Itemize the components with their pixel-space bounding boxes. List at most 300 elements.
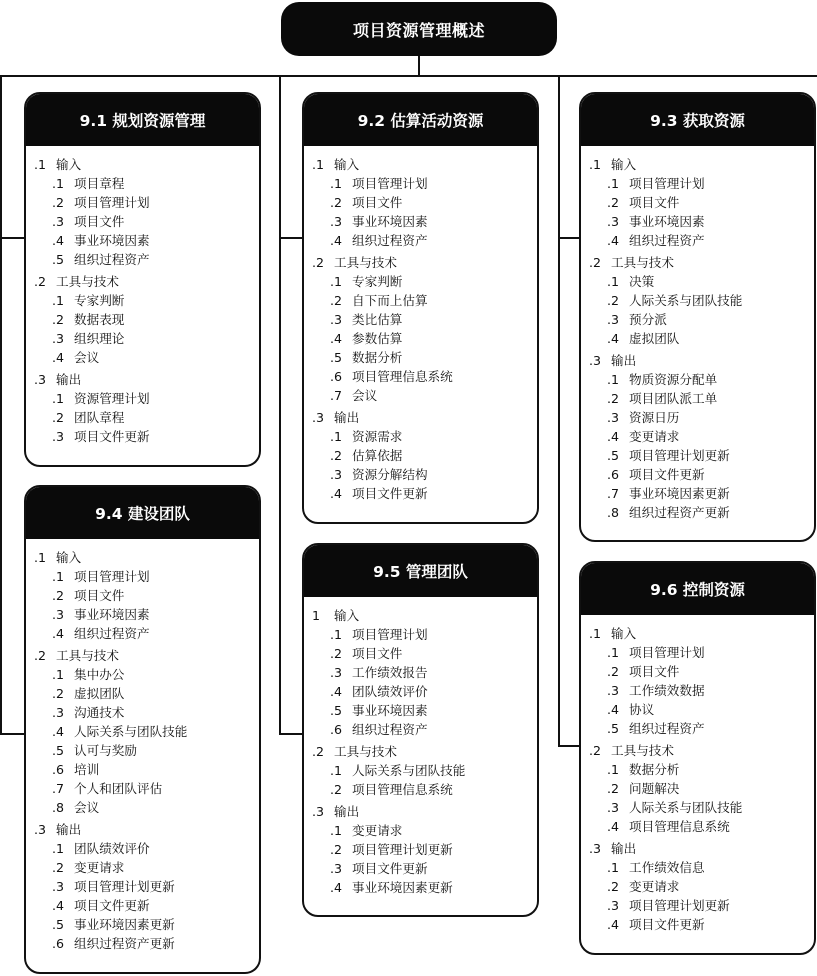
list-item [34,760,259,779]
list-item [34,212,259,231]
list-item [589,389,814,408]
section-label: 工具与技术 [334,255,397,270]
item-number: .3 [607,410,620,425]
section [312,742,537,799]
item-number: .7 [52,781,65,796]
section [34,370,259,446]
item-label: 协议 [629,702,655,717]
item-label: 团队章程 [74,410,125,425]
section-label: 输出 [334,410,360,425]
item-label: 自下而上估算 [352,293,428,308]
item-label: 预分派 [629,312,667,327]
list-item [589,174,814,193]
item-number: .3 [52,879,65,894]
list-item [34,665,259,684]
item-label: 数据分析 [629,762,680,777]
section-number: 1 [312,608,321,623]
item-number: .8 [607,505,620,520]
list-item [312,878,537,897]
list-item [312,682,537,701]
item-number: .1 [330,627,343,642]
section-number: .1 [312,157,325,172]
list-item [312,840,537,859]
process-body [26,539,259,953]
item-number: .6 [330,722,343,737]
item-number: .5 [607,721,620,736]
list-item [312,367,537,386]
item-label: 组织过程资产更新 [74,936,175,951]
section-number: .2 [34,648,47,663]
section-label: 输入 [334,608,360,623]
item-label: 团队绩效评价 [74,841,150,856]
section [312,155,537,250]
connector-line [0,75,2,735]
item-label: 会议 [352,388,378,403]
item-number: .3 [52,214,65,229]
list-item [34,684,259,703]
item-number: .3 [607,214,620,229]
item-number: .6 [52,762,65,777]
item-label: 估算依据 [352,448,403,463]
section-heading [589,624,814,643]
process-box-9-3 [579,92,816,542]
item-number: .2 [607,664,620,679]
item-label: 变更请求 [352,823,403,838]
list-item [312,386,537,405]
item-label: 类比估算 [352,312,403,327]
list-item [589,915,814,934]
item-label: 数据分析 [352,350,403,365]
item-label: 组织过程资产 [74,252,150,267]
item-label: 项目文件更新 [352,861,428,876]
item-number: .4 [52,724,65,739]
item-label: 培训 [74,762,100,777]
section-label: 输入 [56,550,82,565]
item-label: 项目管理计划 [352,176,428,191]
item-number: .3 [52,331,65,346]
list-item [312,193,537,212]
list-item [589,719,814,738]
process-box-9-4 [24,485,261,974]
item-number: .1 [607,372,620,387]
list-item [312,465,537,484]
list-item [589,662,814,681]
list-item [312,625,537,644]
item-label: 专家判断 [352,274,403,289]
connector-line [558,237,580,239]
section-label: 输出 [56,822,82,837]
item-number: .4 [330,486,343,501]
item-label: 个人和团队评估 [74,781,163,796]
list-item [589,760,814,779]
item-label: 项目管理计划 [74,195,150,210]
list-item [34,605,259,624]
item-label: 数据表现 [74,312,125,327]
list-item [589,310,814,329]
item-number: .7 [330,388,343,403]
item-number: .4 [52,626,65,641]
item-number: .1 [330,429,343,444]
list-item [34,291,259,310]
item-number: .3 [330,214,343,229]
section-label: 输出 [611,841,637,856]
list-item [34,389,259,408]
section [589,155,814,250]
item-number: .1 [607,762,620,777]
item-label: 组织过程资产 [629,721,705,736]
list-item [34,193,259,212]
section-number: .3 [589,353,602,368]
item-label: 组织过程资产 [352,722,428,737]
item-label: 物质资源分配单 [629,372,718,387]
list-item [589,231,814,250]
list-item [589,877,814,896]
list-item [34,703,259,722]
list-item [312,720,537,739]
list-item [34,250,259,269]
section-number: .1 [34,157,47,172]
item-label: 决策 [629,274,655,289]
item-number: .2 [52,195,65,210]
item-label: 项目管理计划更新 [629,898,730,913]
section-label: 输入 [56,157,82,172]
item-label: 项目章程 [74,176,125,191]
item-number: .6 [607,467,620,482]
item-number: .1 [52,176,65,191]
section-heading [312,606,537,625]
list-item [589,193,814,212]
item-label: 项目管理计划 [74,569,150,584]
item-label: 参数估算 [352,331,403,346]
section-heading [34,155,259,174]
item-number: .2 [52,312,65,327]
item-label: 事业环境因素 [352,703,428,718]
item-number: .4 [607,917,620,932]
list-item [34,779,259,798]
section-number: .2 [312,255,325,270]
section-number: .1 [589,626,602,641]
list-item [34,858,259,877]
item-number: .3 [330,861,343,876]
item-number: .4 [52,350,65,365]
item-label: 项目管理信息系统 [629,819,730,834]
item-label: 事业环境因素更新 [352,880,453,895]
section-heading [34,820,259,839]
section-heading [589,253,814,272]
section-label: 输入 [334,157,360,172]
item-label: 组织过程资产 [74,626,150,641]
item-number: .1 [607,645,620,660]
item-number: .1 [607,860,620,875]
list-item [589,408,814,427]
section [34,272,259,367]
section-label: 工具与技术 [56,274,119,289]
section-label: 工具与技术 [334,744,397,759]
list-item [34,798,259,817]
section [312,802,537,897]
list-item [34,934,259,953]
section-number: .1 [34,550,47,565]
item-label: 项目文件更新 [74,898,150,913]
connector-line [0,733,25,735]
list-item [589,779,814,798]
item-label: 项目管理计划 [352,627,428,642]
item-number: .3 [330,467,343,482]
list-item [312,644,537,663]
item-number: .5 [52,252,65,267]
item-number: .3 [52,429,65,444]
item-label: 组织过程资产 [352,233,428,248]
item-label: 集中办公 [74,667,125,682]
item-number: .5 [330,350,343,365]
item-number: .1 [607,176,620,191]
item-number: .2 [52,410,65,425]
section-heading [589,155,814,174]
list-item [312,484,537,503]
process-body [26,146,259,446]
section-label: 工具与技术 [611,743,674,758]
item-label: 事业环境因素更新 [629,486,730,501]
item-number: .2 [330,782,343,797]
section-number: .2 [589,743,602,758]
item-label: 组织理论 [74,331,125,346]
item-label: 组织过程资产更新 [629,505,730,520]
section-number: .2 [312,744,325,759]
list-item [589,896,814,915]
item-label: 项目管理信息系统 [352,369,453,384]
list-item [589,798,814,817]
section-label: 输入 [611,626,637,641]
item-number: .2 [330,195,343,210]
section-heading [312,802,537,821]
item-number: .8 [52,800,65,815]
item-label: 虚拟团队 [629,331,680,346]
list-item [589,700,814,719]
list-item [312,663,537,682]
section-number: .2 [589,255,602,270]
list-item [589,446,814,465]
item-number: .4 [52,233,65,248]
item-number: .2 [607,195,620,210]
section-label: 输出 [611,353,637,368]
list-item [34,329,259,348]
list-item [589,272,814,291]
section-heading [312,155,537,174]
item-number: .2 [330,842,343,857]
list-item [312,329,537,348]
item-label: 组织过程资产 [629,233,705,248]
list-item [312,174,537,193]
section-number: .3 [34,822,47,837]
section [312,606,537,739]
item-number: .1 [52,391,65,406]
section-label: 输入 [611,157,637,172]
section [34,820,259,953]
item-number: .4 [607,233,620,248]
process-title: 9.6 控制资源 [581,563,814,615]
item-number: .3 [52,705,65,720]
section-heading [34,548,259,567]
item-label: 人际关系与团队技能 [352,763,466,778]
item-number: .2 [607,293,620,308]
list-item [34,408,259,427]
item-number: .4 [330,233,343,248]
connector-line [0,237,25,239]
list-item [589,291,814,310]
item-number: .1 [607,274,620,289]
list-item [312,780,537,799]
item-label: 资源管理计划 [74,391,150,406]
list-item [34,310,259,329]
root-title: 项目资源管理概述 [281,2,557,56]
item-label: 人际关系与团队技能 [629,293,743,308]
item-number: .1 [330,274,343,289]
item-number: .3 [607,898,620,913]
section [589,839,814,934]
list-item [34,896,259,915]
section [312,253,537,405]
item-number: .1 [52,293,65,308]
list-item [34,741,259,760]
list-item [589,427,814,446]
item-number: .6 [52,936,65,951]
item-label: 项目管理计划更新 [352,842,453,857]
list-item [312,427,537,446]
item-label: 资源日历 [629,410,680,425]
item-number: .4 [607,429,620,444]
list-item [34,231,259,250]
item-label: 认可与奖励 [74,743,137,758]
item-number: .5 [607,448,620,463]
list-item [589,465,814,484]
item-number: .1 [52,569,65,584]
connector-line [418,56,420,76]
item-label: 虚拟团队 [74,686,125,701]
item-number: .1 [330,176,343,191]
section-number: .1 [589,157,602,172]
list-item [34,348,259,367]
list-item [589,212,814,231]
section-heading [312,253,537,272]
section-heading [312,408,537,427]
list-item [312,231,537,250]
list-item [34,567,259,586]
item-number: .2 [330,448,343,463]
item-number: .4 [607,819,620,834]
item-number: .5 [52,917,65,932]
item-label: 项目管理计划更新 [629,448,730,463]
section-heading [589,351,814,370]
item-number: .3 [52,607,65,622]
item-label: 工作绩效报告 [352,665,428,680]
item-label: 资源需求 [352,429,403,444]
item-number: .1 [52,841,65,856]
list-item [589,817,814,836]
item-label: 项目文件 [629,664,680,679]
process-title: 9.4 建设团队 [26,487,259,539]
list-item [312,859,537,878]
item-label: 沟通技术 [74,705,125,720]
list-item [589,681,814,700]
list-item [34,877,259,896]
item-label: 团队绩效评价 [352,684,428,699]
section-label: 工具与技术 [611,255,674,270]
list-item [589,643,814,662]
list-item [589,858,814,877]
list-item [34,839,259,858]
item-label: 工作绩效信息 [629,860,705,875]
item-number: .1 [52,667,65,682]
list-item [34,915,259,934]
item-label: 变更请求 [74,860,125,875]
process-body [581,615,814,934]
item-label: 人际关系与团队技能 [74,724,188,739]
item-number: .3 [330,312,343,327]
item-number: .3 [330,665,343,680]
connector-line [0,75,817,77]
process-body [581,146,814,522]
section-number: .3 [34,372,47,387]
item-number: .4 [607,702,620,717]
list-item [589,503,814,522]
section-number: .2 [34,274,47,289]
item-number: .2 [52,588,65,603]
list-item [312,272,537,291]
process-box-9-5 [302,543,539,917]
item-number: .4 [330,684,343,699]
list-item [312,446,537,465]
item-number: .2 [607,879,620,894]
item-label: 项目文件 [629,195,680,210]
list-item [34,427,259,446]
list-item [34,722,259,741]
item-label: 事业环境因素 [629,214,705,229]
item-number: .4 [330,331,343,346]
item-number: .7 [607,486,620,501]
connector-line [279,733,303,735]
item-label: 项目管理计划 [629,645,705,660]
section-heading [34,272,259,291]
item-label: 专家判断 [74,293,125,308]
section-label: 工具与技术 [56,648,119,663]
item-label: 工作绩效数据 [629,683,705,698]
item-number: .5 [52,743,65,758]
list-item [312,821,537,840]
section-number: .3 [312,410,325,425]
section [34,548,259,643]
item-number: .1 [330,763,343,778]
process-body [304,597,537,897]
section-heading [589,741,814,760]
section-heading [34,646,259,665]
item-label: 项目文件更新 [352,486,428,501]
item-label: 会议 [74,350,100,365]
item-number: .2 [330,293,343,308]
section-number: .3 [589,841,602,856]
process-title: 9.3 获取资源 [581,94,814,146]
list-item [312,212,537,231]
list-item [589,484,814,503]
section-number: .3 [312,804,325,819]
item-label: 变更请求 [629,879,680,894]
section-label: 输出 [56,372,82,387]
item-number: .3 [607,312,620,327]
item-label: 资源分解结构 [352,467,428,482]
list-item [312,310,537,329]
section [589,741,814,836]
list-item [34,586,259,605]
list-item [34,624,259,643]
